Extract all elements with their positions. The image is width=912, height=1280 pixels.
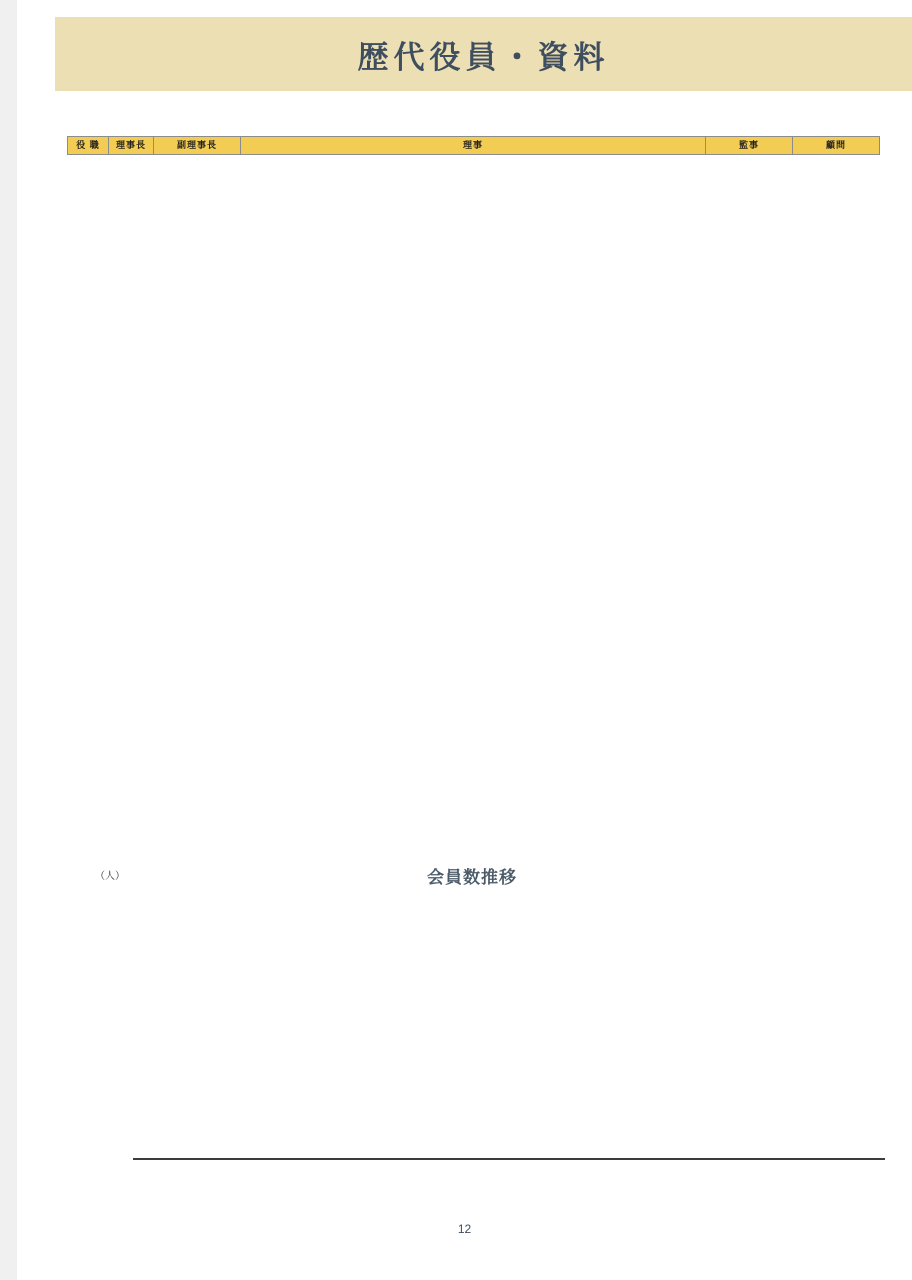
chart-x-axis — [133, 1158, 885, 1160]
membership-chart — [67, 855, 877, 1200]
column-group-header: 監事 — [706, 137, 793, 155]
officers-table-head — [68, 137, 880, 155]
column-group-header: 顧問 — [793, 137, 880, 155]
document-page — [17, 0, 912, 1280]
chart-unit-label: （人） — [95, 871, 125, 882]
chart-title: 会員数推移 — [427, 868, 517, 887]
chart-plot-area — [133, 890, 877, 1158]
chart-bars — [133, 890, 877, 1158]
table-header-row — [68, 137, 880, 155]
officers-table-container — [67, 136, 857, 155]
page-header-band — [55, 17, 912, 91]
page-number: 12 — [457, 1222, 472, 1236]
column-group-header: 副理事長 — [154, 137, 241, 155]
officers-table — [67, 136, 880, 155]
column-group-header: 理事 — [241, 137, 706, 155]
column-group-header: 理事長 — [109, 137, 154, 155]
column-group-header: 役 職 — [68, 137, 109, 155]
page-title: 歴代役員・資料 — [357, 39, 610, 75]
